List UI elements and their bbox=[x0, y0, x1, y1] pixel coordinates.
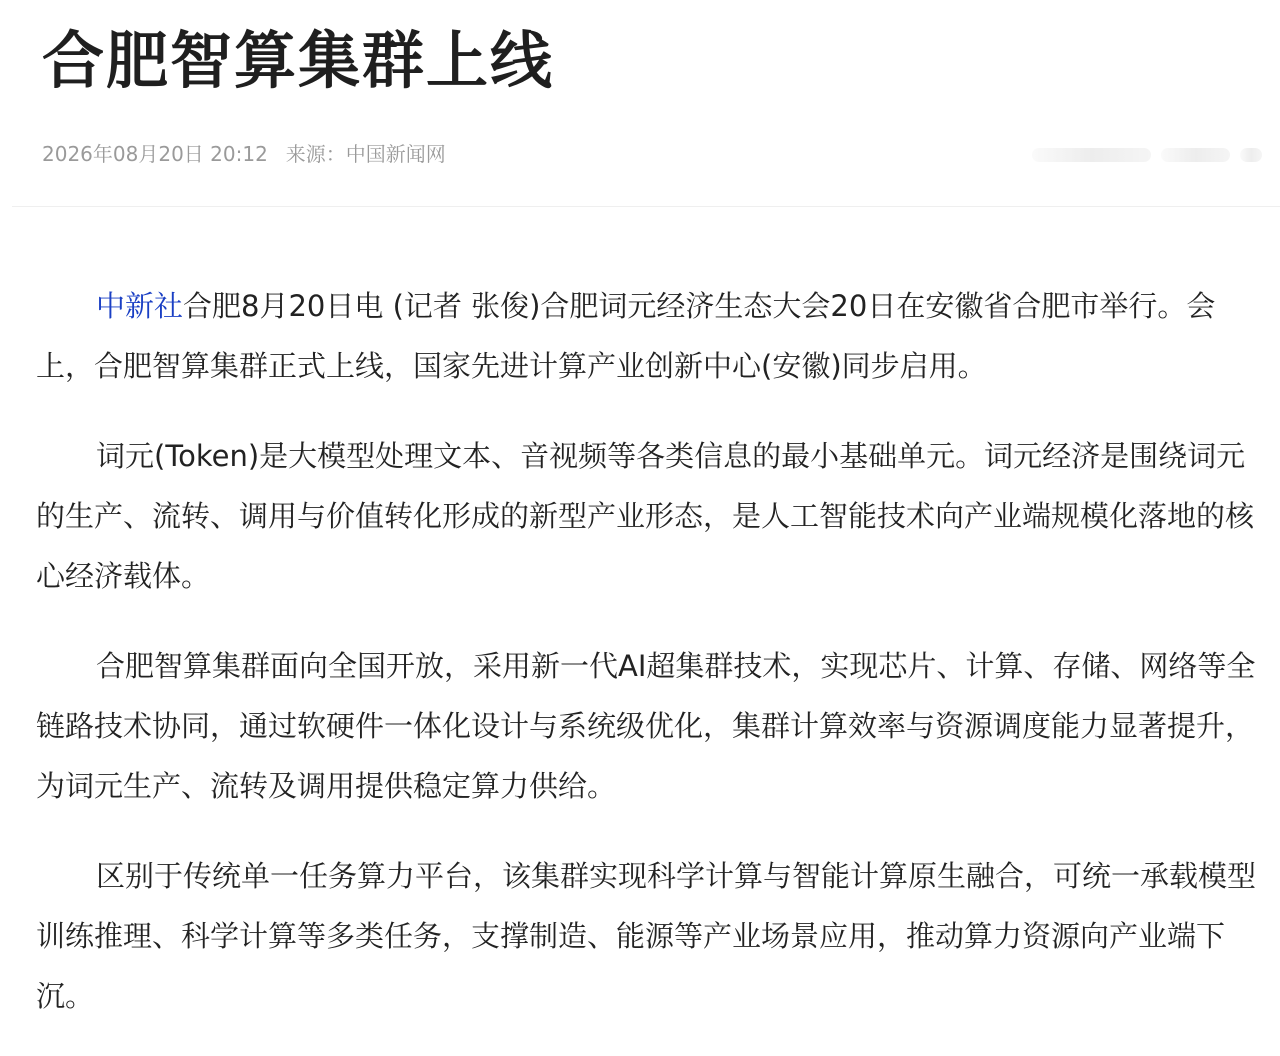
paragraph-text: 区别于传统单一任务算力平台，该集群实现科学计算与智能计算原生融合，可统一承载模型训练推理、科学计算等多类任务，支撑制造、能源等产业场景应用，推动算力资源向产业端下沉。 bbox=[36, 859, 1257, 1013]
article-title: 合肥智算集群上线 bbox=[42, 24, 555, 97]
article-paragraph bbox=[36, 276, 1272, 396]
share-toolbar-placeholder bbox=[1032, 144, 1262, 166]
paragraph-text: 合肥智算集群面向全国开放，采用新一代AI超集群技术，实现芯片、计算、存储、网络等全链路技术协同，通过软硬件一体化设计与系统级优化，集群计算效率与资源调度能力显著提升，为词元生产、流转及调用提供稳定算力供给。 bbox=[36, 649, 1256, 803]
article-paragraph bbox=[36, 846, 1272, 1026]
header-divider bbox=[12, 206, 1280, 207]
publish-datetime: 2026年08月20日 20:12 bbox=[42, 142, 268, 166]
agency-link[interactable]: 中新社 bbox=[96, 289, 184, 323]
article-meta bbox=[42, 140, 446, 168]
paragraph-text: 合肥8月20日电 (记者 张俊)合肥词元经济生态大会20日在安徽省合肥市举行。会上，合肥智算集群正式上线，国家先进计算产业创新中心(安徽)同步启用。 bbox=[36, 289, 1216, 383]
share-placeholder-segment bbox=[1240, 148, 1262, 162]
article-source: 来源：中国新闻网 bbox=[285, 142, 446, 166]
article-paragraph bbox=[36, 636, 1272, 816]
share-placeholder-segment bbox=[1161, 148, 1230, 162]
article-paragraph bbox=[36, 426, 1272, 606]
paragraph-text: 词元(Token)是大模型处理文本、音视频等各类信息的最小基础单元。词元经济是围绕词元的生产、流转、调用与价值转化形成的新型产业形态，是人工智能技术向产业端规模化落地的核心经济载体。 bbox=[36, 439, 1255, 593]
article-body bbox=[36, 276, 1272, 1056]
share-placeholder-segment bbox=[1032, 148, 1151, 162]
